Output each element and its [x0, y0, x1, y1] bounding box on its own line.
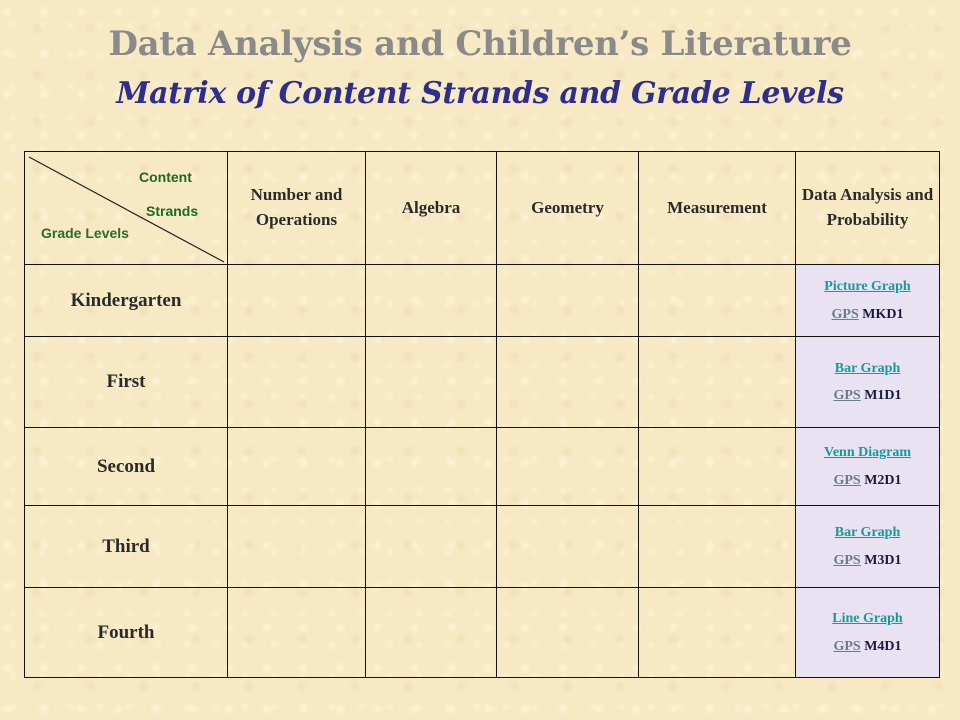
empty-cell	[366, 428, 497, 506]
table-row	[25, 588, 940, 678]
empty-cell	[366, 265, 497, 337]
header-measurement: Measurement	[639, 152, 796, 265]
header-geometry: Geometry	[497, 152, 639, 265]
header-number-and-operations: Number and Operations	[228, 152, 366, 265]
standard-code: M4D1	[864, 638, 902, 654]
picture-graph-link[interactable]: Picture Graph	[824, 279, 911, 295]
header-data-analysis: Data Analysis and Probability	[796, 152, 940, 265]
standard-code: M3D1	[864, 552, 902, 568]
standard-code: M1D1	[864, 388, 902, 403]
grade-first: First	[25, 337, 228, 428]
bar-graph-link[interactable]: Bar Graph	[834, 360, 901, 376]
standard-code: M2D1	[864, 472, 902, 488]
data-analysis-cell	[796, 428, 940, 506]
content-matrix-table	[24, 151, 940, 678]
gps-link[interactable]: GPS	[833, 472, 861, 488]
page-subtitle: Matrix of Content Strands and Grade Levels	[116, 76, 844, 111]
strands-label: Strands	[146, 203, 199, 219]
gps-link[interactable]: GPS	[833, 388, 861, 403]
grade-levels-label: Grade Levels	[41, 225, 129, 241]
corner-header-cell	[25, 152, 228, 265]
table-row	[25, 428, 940, 506]
empty-cell	[497, 265, 639, 337]
empty-cell	[639, 428, 796, 506]
table-row	[25, 265, 940, 337]
table-row	[25, 506, 940, 588]
data-analysis-cell	[796, 265, 940, 337]
grade-second: Second	[25, 428, 228, 506]
empty-cell	[497, 428, 639, 506]
gps-link[interactable]: GPS	[833, 638, 861, 654]
header-row	[25, 152, 940, 265]
empty-cell	[639, 588, 796, 678]
empty-cell	[366, 337, 497, 428]
data-analysis-cell	[796, 506, 940, 588]
gps-link[interactable]: GPS	[831, 306, 859, 322]
empty-cell	[639, 506, 796, 588]
line-graph-link[interactable]: Line Graph	[832, 611, 903, 627]
empty-cell	[639, 337, 796, 428]
venn-diagram-link[interactable]: Venn Diagram	[824, 445, 911, 461]
empty-cell	[228, 428, 366, 506]
gps-link[interactable]: GPS	[833, 552, 861, 568]
empty-cell	[497, 588, 639, 678]
empty-cell	[228, 265, 366, 337]
empty-cell	[228, 506, 366, 588]
content-label: Content	[139, 169, 192, 185]
empty-cell	[228, 337, 366, 428]
empty-cell	[639, 265, 796, 337]
empty-cell	[228, 588, 366, 678]
grade-fourth: Fourth	[25, 588, 228, 678]
page-title: Data Analysis and Children’s Literature	[108, 24, 852, 64]
header-algebra: Algebra	[366, 152, 497, 265]
table-row	[25, 337, 940, 428]
grade-third: Third	[25, 506, 228, 588]
empty-cell	[366, 506, 497, 588]
grade-kindergarten: Kindergarten	[25, 265, 228, 337]
empty-cell	[366, 588, 497, 678]
bar-graph-link[interactable]: Bar Graph	[834, 525, 901, 541]
standard-code: MKD1	[862, 306, 904, 322]
data-analysis-cell	[796, 337, 940, 428]
empty-cell	[497, 337, 639, 428]
empty-cell	[497, 506, 639, 588]
data-analysis-cell	[796, 588, 940, 678]
